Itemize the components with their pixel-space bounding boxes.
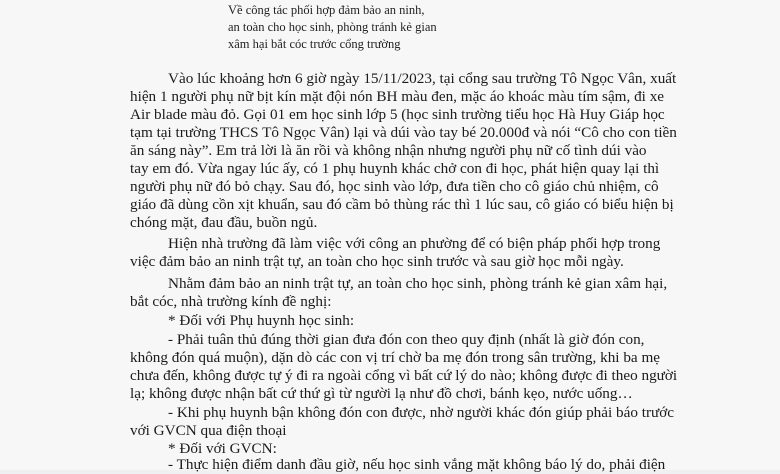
body-line: Air blade màu đỏ. Gọi 01 em học sinh lớp 5 (học sinh trường tiểu học Hà Huy Giáp học xyxy=(130,106,665,123)
body-line: chưa đến, không được tự ý đi ra ngoài cổng vì bất cứ lý do nào; không được đi theo người xyxy=(130,367,678,384)
body-line: Vào lúc khoảng hơn 6 giờ ngày 15/11/2023, tại cổng sau trường Tô Ngọc Vân, xuất xyxy=(168,70,677,87)
body-line: Hiện nhà trường đã làm việc với công an phường để có biện pháp phối hợp trong xyxy=(168,235,661,252)
header-line: Về công tác phối hợp đảm bảo an ninh, xyxy=(228,3,425,17)
body-line: Nhằm đảm bảo an ninh trật tự, an toàn cho học sinh, phòng tránh kẻ gian xâm hại, xyxy=(168,275,668,292)
body-line: - Phải tuân thủ đúng thời gian đưa đón con theo quy định (nhất là giờ đón con, xyxy=(168,331,645,348)
body-line: với GVCN qua điện thoại xyxy=(130,422,287,439)
body-line: - Khi phụ huynh bận không đón con được, nhờ người khác đón giúp phải báo trước xyxy=(168,404,675,421)
body-line: tay em đó. Vừa ngay lúc ấy, có 1 phụ huynh khác chở con đi học, phát hiện quay lại thì xyxy=(130,160,660,177)
body-line: tạm tại trường THCS Tô Ngọc Vân) lại và dúi vào tay bé 20.000đ và nói “Cô cho con tiền xyxy=(130,124,677,141)
body-line: không đón quá muộn), dặn dò các con vị trí chờ ba mẹ đón trong sân trường, khi ba mẹ xyxy=(130,349,661,366)
header-line: an toàn cho học sinh, phòng tránh kẻ gian xyxy=(228,20,437,34)
body-line: việc đảm bảo an ninh trật tự, an toàn cho học sinh trước và sau giờ học mỗi ngày. xyxy=(130,253,624,270)
body-line: người phụ nữ đó bỏ chạy. Sau đó, học sinh vào lớp, đưa tiền cho cô giáo chủ nhiệm, cô xyxy=(130,178,659,195)
section-heading-teachers: * Đối với GVCN: xyxy=(168,440,277,457)
body-line: giáo đã dùng cồn xịt khuẩn, sau đó cầm bỏ thùng rác thì 1 lúc sau, cô giáo có biểu hiện bị xyxy=(130,196,674,213)
section-heading-parents: * Đối với Phụ huynh học sinh: xyxy=(168,312,355,329)
header-line: xâm hại bắt cóc trước cổng trường xyxy=(228,37,401,51)
subject-header xyxy=(228,2,437,53)
body-line: hiện 1 người phụ nữ bịt kín mặt đội nón BH màu đen, mặc áo khoác màu tím sậm, đi xe xyxy=(130,88,665,105)
body-line: bắt cóc, nhà trường kính đề nghị: xyxy=(130,293,332,310)
body-line: chóng mặt, đau đầu, buồn ngủ. xyxy=(130,214,318,231)
body-line: lạ; không được nhận bất cứ thứ gì từ người lạ như đồ chơi, bánh kẹo, nước uống… xyxy=(130,385,633,402)
body-line: ăn sáng này”. Em trả lời là ăn rồi và không nhận nhưng người phụ nữ cố tình dúi vào xyxy=(130,142,647,159)
body-line: - Thực hiện điểm danh đầu giờ, nếu học sinh vắng mặt không báo lý do, phải điện xyxy=(168,456,666,473)
